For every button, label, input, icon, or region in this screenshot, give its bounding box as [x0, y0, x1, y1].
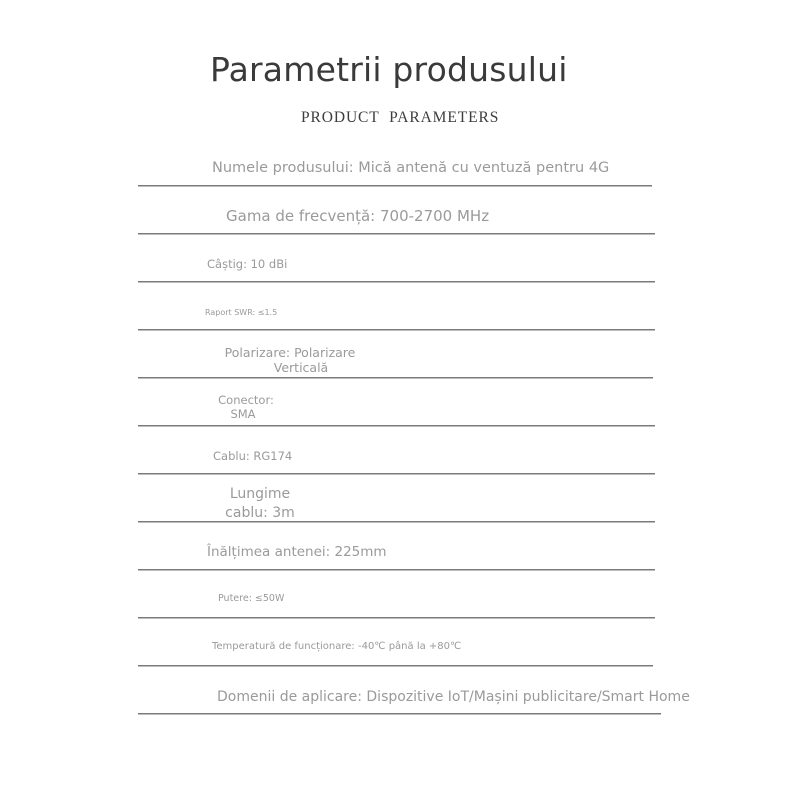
divider	[138, 425, 655, 427]
param-gain: Câștig: 10 dBi	[207, 257, 288, 271]
param-connector	[213, 395, 279, 420]
divider	[138, 185, 652, 187]
param-polarization-line1: Polarizare: Polarizare	[224, 345, 356, 360]
page-subtitle: PRODUCT PARAMETERS	[301, 109, 500, 126]
param-swr: Raport SWR: ≤1.5	[205, 308, 278, 317]
param-cable-length-line1: Lungime	[229, 486, 291, 502]
divider	[138, 617, 655, 619]
param-product-name: Numele produsului: Mică antenă cu ventuză pentru 4G	[212, 160, 610, 176]
param-cable-length	[218, 487, 302, 520]
divider	[138, 473, 655, 475]
param-polarization-line2: Verticală	[273, 359, 329, 375]
divider	[138, 665, 653, 667]
divider	[138, 281, 655, 283]
param-polarization	[210, 347, 370, 374]
param-applications: Domenii de aplicare: Dispozitive IoT/Mașini publicitare/Smart Home	[217, 689, 690, 705]
divider	[138, 233, 655, 235]
param-operating-temperature: Temperatură de funcționare: -40℃ până la +80℃	[212, 641, 462, 652]
param-connector-line1: Conector:	[218, 393, 274, 407]
divider	[138, 521, 655, 523]
param-antenna-height: Înălțimea antenei: 225mm	[207, 544, 387, 560]
divider	[138, 713, 661, 715]
divider	[138, 569, 655, 571]
param-cable: Cablu: RG174	[213, 449, 293, 463]
divider	[138, 329, 655, 331]
param-frequency-range: Gama de frecvență: 700-2700 MHz	[226, 207, 490, 225]
param-cable-length-line2: cablu: 3m	[225, 505, 295, 521]
page-title: Parametrii produsului	[210, 50, 568, 89]
param-connector-line2: SMA	[230, 406, 256, 421]
divider	[138, 377, 653, 379]
param-power: Putere: ≤50W	[218, 593, 285, 604]
